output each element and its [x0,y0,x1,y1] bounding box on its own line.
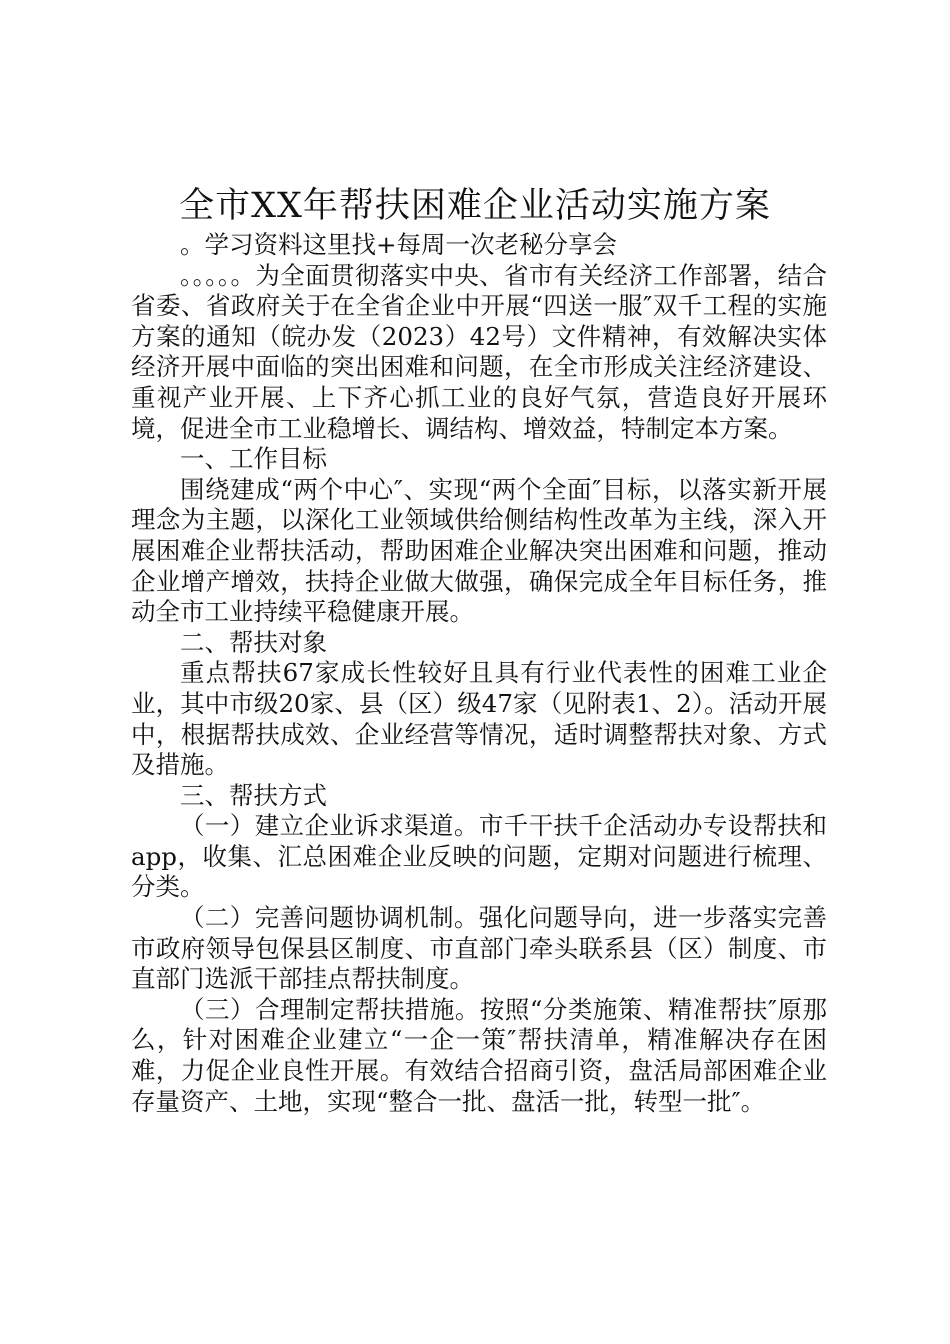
section-heading-methods: 三、帮扶方式 [180,780,327,810]
document-body [131,230,852,1117]
intro-note: 。学习资料这里找+每周一次老秘分享会 [180,230,618,259]
section-heading-targets: 二、帮扶对象 [180,627,327,657]
preamble-paragraph: 。。。。。为全面贯彻落实中央、省市有关经济工作部署，结合省委、省政府关于在全省企业中开展“四送一服″双千工程的实施方案的通知（皖办发（2023）42号）文件精神，有效解决实体经济开展中面临的突出困难和问题，在全市形成关注经济建设、重视产业开展、上下齐心抓工业的良好气氛，营造良好开展环境，促进全市工业稳增长、调结构、增效益，特制定本方案。 [131,260,827,443]
section-heading-goals: 一、工作目标 [180,444,327,474]
method-paragraph-1: （一）建立企业诉求渠道。市千干扶千企活动办专设帮扶和 app，收集、汇总困难企业反映的问题，定期对问题进行梳理、分类。 [131,811,852,902]
goals-paragraph: 围绕建成“两个中心″、实现“两个全面″目标，以落实新开展理念为主题，以深化工业领域供给侧结构性改革为主线，深入开展困难企业帮扶活动，帮助困难企业解决突出困难和问题，推动企业增产增效，扶持企业做大做强，确保完成全年目标任务，推动全市工业持续平稳健康开展。 [131,474,827,627]
method-paragraph-2: （二）完善问题协调机制。强化问题导向，进一步落实完善市政府领导包保县区制度、市直部门牵头联系县（区）制度、市直部门选派干部挂点帮扶制度。 [131,903,827,994]
document-title: 全市XX年帮扶困难企业活动实施方案 [179,186,771,226]
targets-paragraph: 重点帮扶67家成长性较好且具有行业代表性的困难工业企业，其中市级20家、县（区）级47家（见附表1、2）。活动开展中，根据帮扶成效、企业经营等情况，适时调整帮扶对象、方式及措施。 [131,658,827,780]
method-paragraph-3: （三）合理制定帮扶措施。按照“分类施策、精准帮扶″原那么，针对困难企业建立“一企一策″帮扶清单，精准解决存在困难，力促企业良性开展。有效结合招商引资，盘活局部困难企业存量资产、土地，实现“整合一批、盘活一批，转型一批″。 [131,994,827,1116]
